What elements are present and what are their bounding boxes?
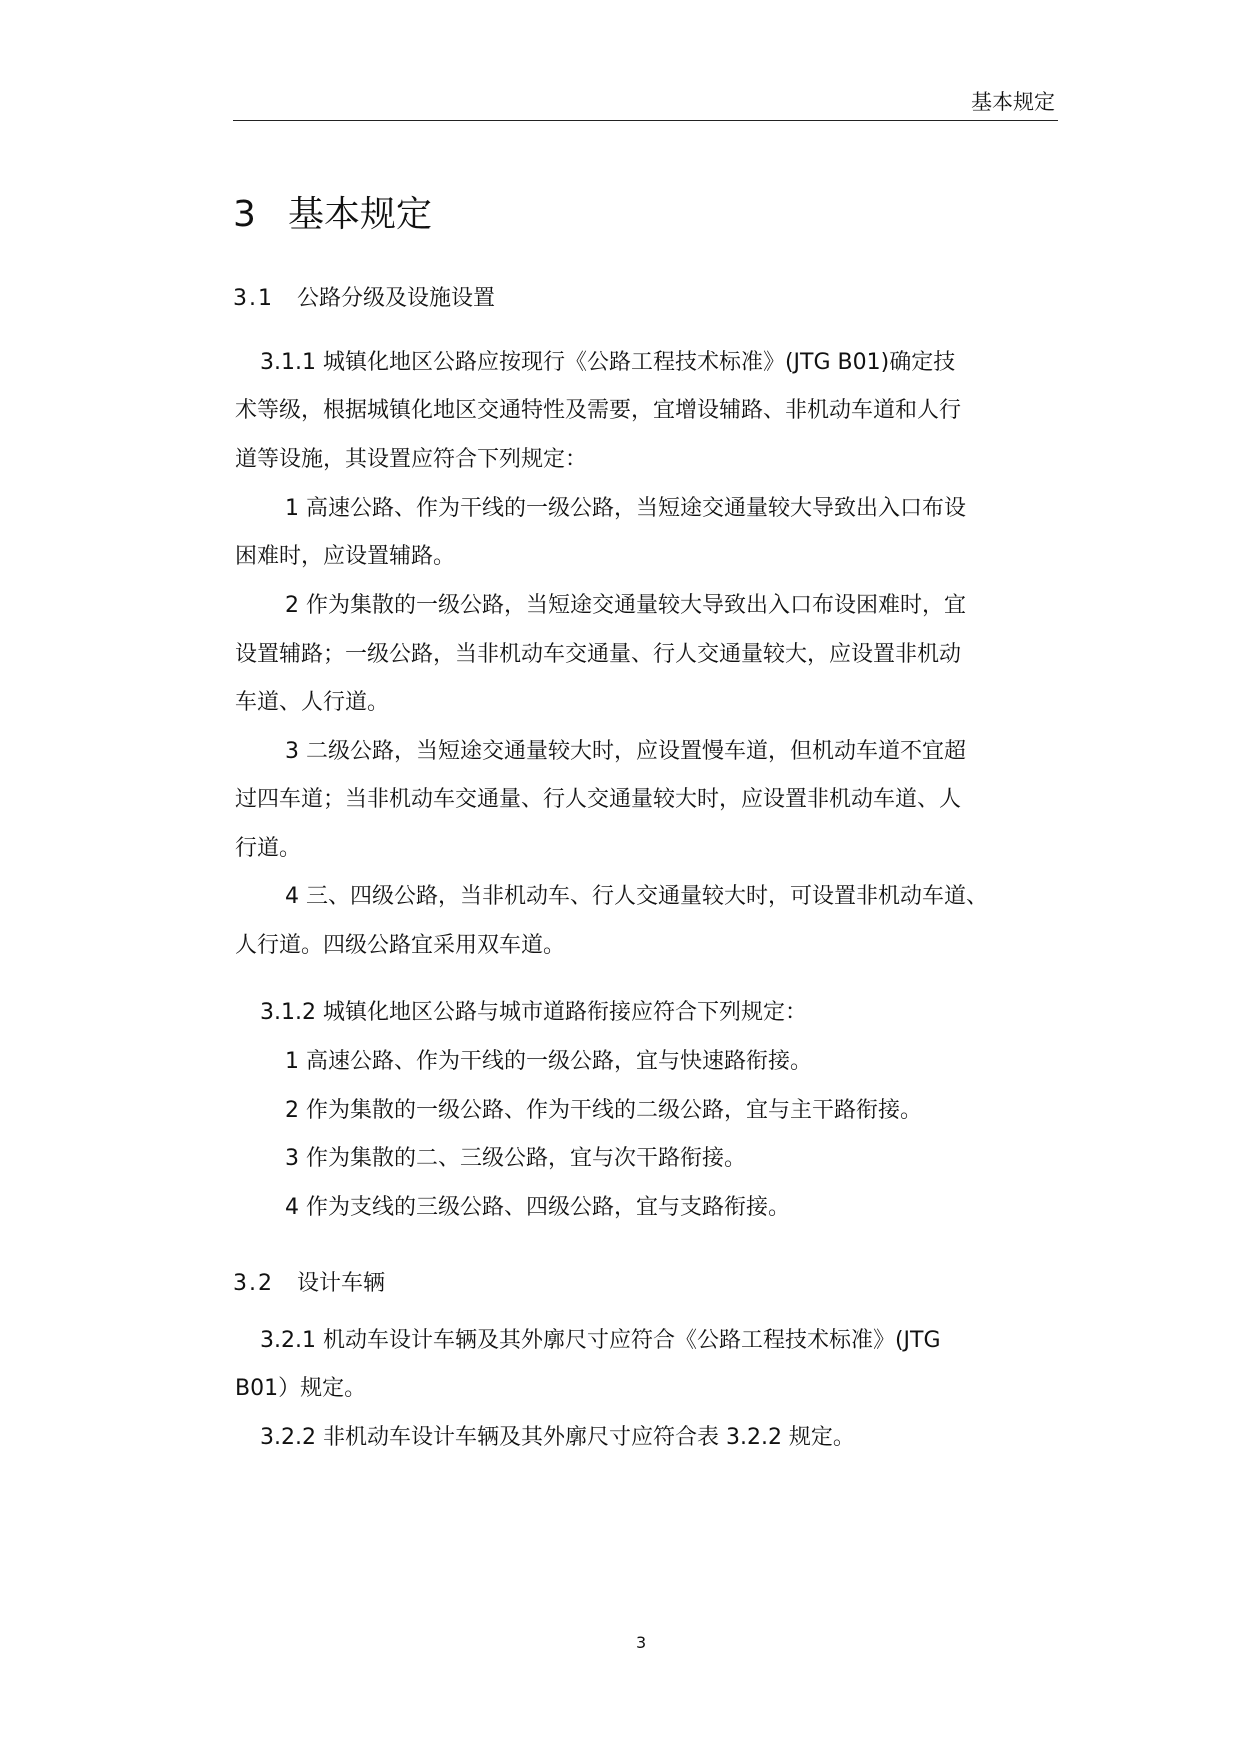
item-3-line-1: 3 二级公路，当短途交通量较大时，应设置慢车道，但机动车道不宜超 <box>285 739 966 764</box>
item-4-line-2: 人行道。四级公路宜采用双车道。 <box>235 933 566 958</box>
section-number: 3.2 <box>233 1271 274 1296</box>
clause-3-1-1-line-1: 3.1.1 城镇化地区公路应按现行《公路工程技术标准》(JTG B01)确定技 <box>260 350 956 375</box>
clause-3-1-1-line-3: 道等设施，其设置应符合下列规定： <box>235 447 588 472</box>
item-2-line-2: 设置辅路；一级公路，当非机动车交通量、行人交通量较大，应设置非机动 <box>235 642 962 667</box>
chapter-title: 基本规定 <box>288 194 433 235</box>
clause-3-1-2-item-4: 4 作为支线的三级公路、四级公路，宜与支路衔接。 <box>285 1195 790 1220</box>
item-3-line-2: 过四车道；当非机动车交通量、行人交通量较大时，应设置非机动车道、人 <box>235 787 962 812</box>
item-4-line-1: 4 三、四级公路，当非机动车、行人交通量较大时，可设置非机动车道、 <box>285 884 988 909</box>
clause-3-2-1-line-2: B01）规定。 <box>235 1376 367 1401</box>
clause-3-1-1-line-2: 术等级，根据城镇化地区交通特性及需要，宜增设辅路、非机动车道和人行 <box>235 398 962 423</box>
item-1-line-1: 1 高速公路、作为干线的一级公路，当短途交通量较大导致出入口布设 <box>285 496 966 521</box>
header-rule <box>233 120 1058 121</box>
item-2-line-3: 车道、人行道。 <box>235 690 390 715</box>
page-number: 3 <box>636 1633 647 1652</box>
section-title: 公路分级及设施设置 <box>297 286 496 311</box>
clause-3-1-2-item-3: 3 作为集散的二、三级公路，宜与次干路衔接。 <box>285 1146 746 1171</box>
clause-3-2-2: 3.2.2 非机动车设计车辆及其外廓尺寸应符合表 3.2.2 规定。 <box>260 1425 855 1450</box>
chapter-number: 3 <box>233 194 256 235</box>
section-heading-3-1 <box>233 281 495 312</box>
item-2-line-1: 2 作为集散的一级公路，当短途交通量较大导致出入口布设困难时，宜 <box>285 593 966 618</box>
item-3-line-3: 行道。 <box>235 836 302 861</box>
running-header-title: 基本规定 <box>971 90 1055 114</box>
clause-3-1-2: 3.1.2 城镇化地区公路与城市道路衔接应符合下列规定： <box>260 1000 807 1025</box>
chapter-heading <box>233 186 432 237</box>
clause-3-1-2-item-2: 2 作为集散的一级公路、作为干线的二级公路，宜与主干路衔接。 <box>285 1098 922 1123</box>
section-heading-3-2 <box>233 1266 385 1297</box>
section-number: 3.1 <box>233 286 274 311</box>
clause-3-2-1-line-1: 3.2.1 机动车设计车辆及其外廓尺寸应符合《公路工程技术标准》(JTG <box>260 1328 941 1353</box>
clause-3-1-2-item-1: 1 高速公路、作为干线的一级公路，宜与快速路衔接。 <box>285 1049 812 1074</box>
item-1-line-2: 困难时，应设置辅路。 <box>235 544 456 569</box>
section-title: 设计车辆 <box>297 1271 386 1296</box>
